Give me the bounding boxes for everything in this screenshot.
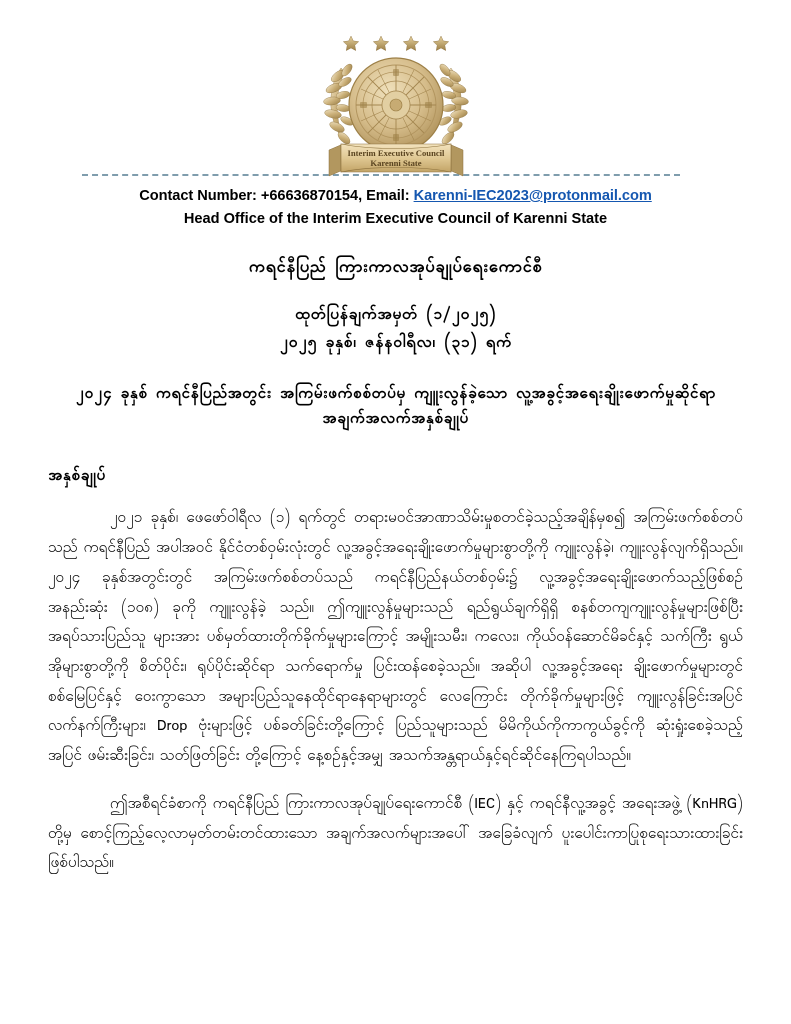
organization-title: ကရင်နီပြည် ကြားကာလအုပ်ချုပ်ရေးကောင်စီ (248, 255, 543, 282)
declaration-date: ၂၀၂၅ ခုနှစ်၊ ဇန်နဝါရီလ၊ (၃၁) ရက် (279, 332, 512, 357)
contact-prefix-text: Contact Number: +66636870154, Email: (139, 188, 414, 204)
subject-title-line2: အချက်အလက်အနှစ်ချုပ် (322, 407, 469, 432)
emblem-banner-line2: Karenni State (369, 158, 422, 168)
body-paragraph-2: ဤအစီရင်ခံစာကို ကရင်နီပြည် ကြားကာလအုပ်ချုပ်ရေးကောင်စီ (IEC) နှင့် ကရင်နီလူ့အခွင့် အရေးအဖွဲ့ (KnHRG) တို့မှ စောင့်ကြည့်လေ့လာမှတ်တမ်းတင်ထားသော အချက်အလက်များအပေါ် အခြေခံလျက် ပူးပေါင်းကာပြုစုရေးသားထားခြင်းဖြစ်ပါသည်။ (48, 792, 743, 876)
subject-title (48, 382, 743, 432)
subject-title-line1: ၂၀၂၄ ခုနှစ် ကရင်နီပြည်အတွင်း အကြမ်းဖက်စစ်တပ်မှ ကျူးလွန်ခဲ့သော လူ့အခွင့်အရေးချိုးဖောက်မှုဆိုင်ရာ (75, 382, 716, 407)
emblem-banner-line1: Interim Executive Council (347, 148, 444, 158)
declaration-block (48, 303, 743, 358)
head-office-line: Head Office of the Interim Executive Council of Karenni State (183, 210, 608, 227)
emblem-container (48, 0, 743, 168)
contact-line (48, 186, 743, 207)
summary-section-heading: အနှစ်ချုပ် (48, 464, 106, 489)
body-paragraph-1: ၂၀၂၁ ခုနှစ်၊ ဖေဖော်ဝါရီလ (၁) ရက်တွင် တရားမဝင်အာဏာသိမ်းမှုစတင်ခဲ့သည့်အချိန်မှစ၍ အကြမ်းဖက်စစ်တပ်သည် ကရင်နီပြည် အပါအဝင် နိုင်ငံတစ်ဝှမ်းလုံးတွင် လူ့အခွင့်အရေးချိုးဖောက်မှုများစွာတို့ကို ကျူးလွန်ခဲ့၊ ကျူးလွန်လျက်ရှိသည်။ ၂၀၂၄ ခုနှစ်အတွင်းတွင် အကြမ်းဖက်စစ်တပ်သည် ကရင်နီပြည်နယ်တစ်ဝှမ်း၌ လူ့အခွင့်အရေးချိုးဖောက်သည့်ဖြစ်စဉ် အနည်းဆုံး (၁၀၈) ခုကို ကျူးလွန်ခဲ့ သည်။ ဤကျူးလွန်မှုများသည် ရည်ရွယ်ချက်ရှိရှိ စနစ်တကျကျူးလွန်မှုများဖြစ်ပြီး အရပ်သားပြည်သူ များအား ပစ်မှတ်ထားတိုက်ခိုက်မှုများကြောင့် အမျိုးသမီး၊ ကလေး၊ ကိုယ်ဝန်ဆောင်မိခင်နှင့် သက်ကြီး ရွယ်အိုများစွာတို့ကို စိတ်ပိုင်း၊ ရုပ်ပိုင်းဆိုင်ရာ သက်ရောက်မှု ပြင်းထန်စေခဲ့သည်။ အဆိုပါ လူ့အခွင့်အရေး ချိုးဖောက်မှုများတွင် စစ်မြေပြင်နှင့် ဝေးကွာသော အများပြည်သူနေထိုင်ရာနေရာများတွင် လေကြောင်း တိုက်ခိုက်မှုများဖြင့် ကျူးလွန်ခြင်းအပြင် လက်နက်ကြီးများ၊ Drop ဗုံးများဖြင့် ပစ်ခတ်ခြင်းတို့ကြောင့် ပြည်သူများသည် မိမိကိုယ်ကိုကာကွယ်ခွင့်ကို ဆုံးရှုံးစေခဲ့သည့်အပြင် ဖမ်းဆီးခြင်း၊ သတ်ဖြတ်ခြင်း တို့ကြောင့် နေ့စဉ်နှင့်အမျှ အသက်အန္တရာယ်နှင့်ရင်ဆိုင်နေကြရပါသည်။ (48, 507, 743, 769)
contact-block (48, 186, 743, 229)
interim-executive-council-emblem-icon (321, 32, 471, 180)
email-link[interactable]: Karenni-IEC2023@protonmail.com (413, 188, 652, 204)
declaration-number: ထုတ်ပြန်ချက်အမှတ် (၁/၂၀၂၅) (295, 303, 496, 328)
